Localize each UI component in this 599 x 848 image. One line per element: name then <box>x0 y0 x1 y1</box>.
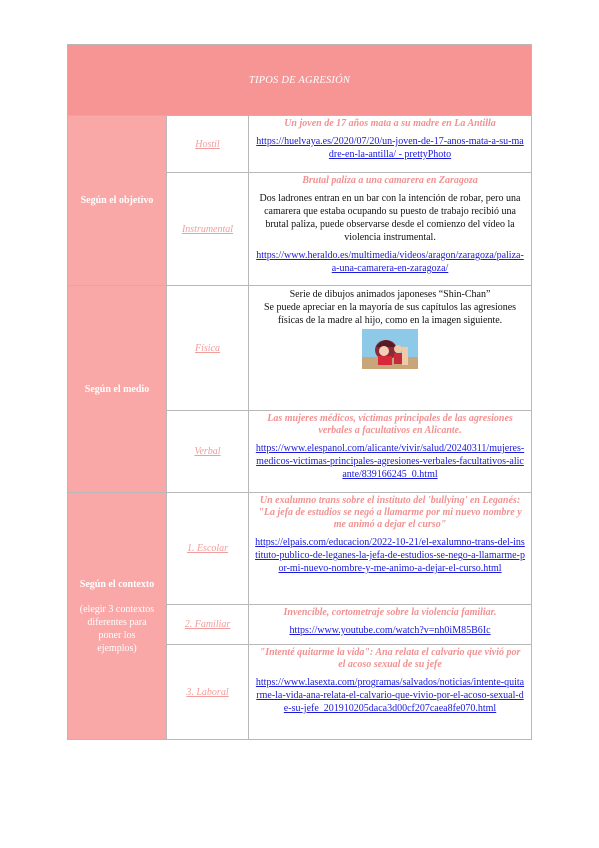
example-cell <box>249 411 532 493</box>
example-link[interactable]: https://www.heraldo.es/multimedia/videos/aragon/zaragoza/paliza-a-una-camarera-en-zaragoza/ <box>256 250 524 274</box>
type-physical[interactable] <box>167 286 249 411</box>
type-label[interactable]: 3. Laboral <box>186 686 229 698</box>
example-cell <box>249 605 532 645</box>
category-medium <box>68 286 167 493</box>
category-context <box>68 493 167 740</box>
type-verbal[interactable] <box>167 411 249 493</box>
table-header <box>68 45 532 116</box>
example-cell <box>249 493 532 605</box>
table-title: TIPOS DE AGRESIÓN <box>248 74 351 86</box>
example-title: Invencible, cortometraje sobre la violencia familiar. <box>283 607 497 618</box>
example-link[interactable]: https://www.lasexta.com/programas/salvados/noticias/intente-quitarme-la-vida-ana-relata-el-calvario-que-vivio-por-el-acoso-sexual-de-su-jefe_201910205daca3d00cf207caea8fe070.html <box>255 677 525 714</box>
example-cell <box>249 173 532 286</box>
example-cell <box>249 645 532 740</box>
example-title: Un joven de 17 años mata a su madre en La Antilla <box>284 118 496 129</box>
example-series: Serie de dibujos animados japoneses “Shin-Chan” <box>289 289 491 300</box>
example-title: "Intenté quitarme la vida": Ana relata el calvario que vivió por el acoso sexual de su jefe <box>259 647 521 670</box>
type-label[interactable]: 2. Familiar <box>184 619 231 630</box>
example-cell <box>249 286 532 411</box>
example-description: Dos ladrones entran en un bar con la intención de robar, pero una camarera que estaba ocupando su puesto de trabajo recibió una brutal paliza, puede observarse desde el comienzo del vídeo la violencia instrumental. <box>259 193 521 243</box>
type-instrumental[interactable] <box>167 173 249 286</box>
example-cell <box>249 116 532 173</box>
type-label[interactable]: Hostil <box>195 138 220 150</box>
example-title: Un exalumno trans sobre el instituto del 'bullying' en Leganés: "La jefa de estudios se negó a llamarme por mi nuevo nombre y me animó a dejar el curso" <box>258 495 522 530</box>
example-link[interactable]: https://elpais.com/educacion/2022-10-21/el-exalumno-trans-del-instituto-publico-de-leganes-la-jefa-de-estudios-se-nego-a-llamarme-por-mi-nuevo-nombre-y-me-animo-a-dejar-el-curso.html <box>255 537 525 574</box>
example-title: Las mujeres médicos, víctimas principales de las agresiones verbales a facultativos en Alicante. <box>267 413 513 436</box>
type-label[interactable]: Física <box>195 342 220 354</box>
category-objective <box>68 116 167 286</box>
category-note: (elegir 3 contextos diferentes para poner los ejemplos) <box>79 603 155 654</box>
category-label: Según el objetivo <box>80 195 154 206</box>
type-label[interactable]: Instrumental <box>181 223 234 235</box>
type-label[interactable]: Verbal <box>194 446 221 457</box>
type-school[interactable] <box>167 493 249 605</box>
example-link[interactable]: https://www.elespanol.com/alicante/vivir/salud/20240311/mujeres-medicos-victimas-principales-agresiones-verbales-facultativos-alicante/839166245_0.html <box>255 443 525 480</box>
type-label[interactable]: 1. Escolar <box>186 543 229 554</box>
category-label: Según el contexto <box>79 578 155 590</box>
cartoon-image <box>362 329 418 369</box>
example-title: Brutal paliza a una camarera en Zaragoza <box>302 175 478 186</box>
type-hostile[interactable] <box>167 116 249 173</box>
aggression-types-table <box>67 44 532 740</box>
type-family[interactable] <box>167 605 249 645</box>
example-description: Se puede apreciar en la mayoría de sus capítulos las agresiones físicas de la madre al hijo, como en la imagen siguiente. <box>263 302 517 326</box>
example-link[interactable]: https://huelvaya.es/2020/07/20/un-joven-de-17-anos-mata-a-su-madre-en-la-antilla/ - prettyPhoto <box>256 136 524 160</box>
category-label: Según el medio <box>84 383 150 395</box>
example-link[interactable]: https://www.youtube.com/watch?v=nh0iM85B6Ic <box>289 625 491 636</box>
type-work[interactable] <box>167 645 249 740</box>
